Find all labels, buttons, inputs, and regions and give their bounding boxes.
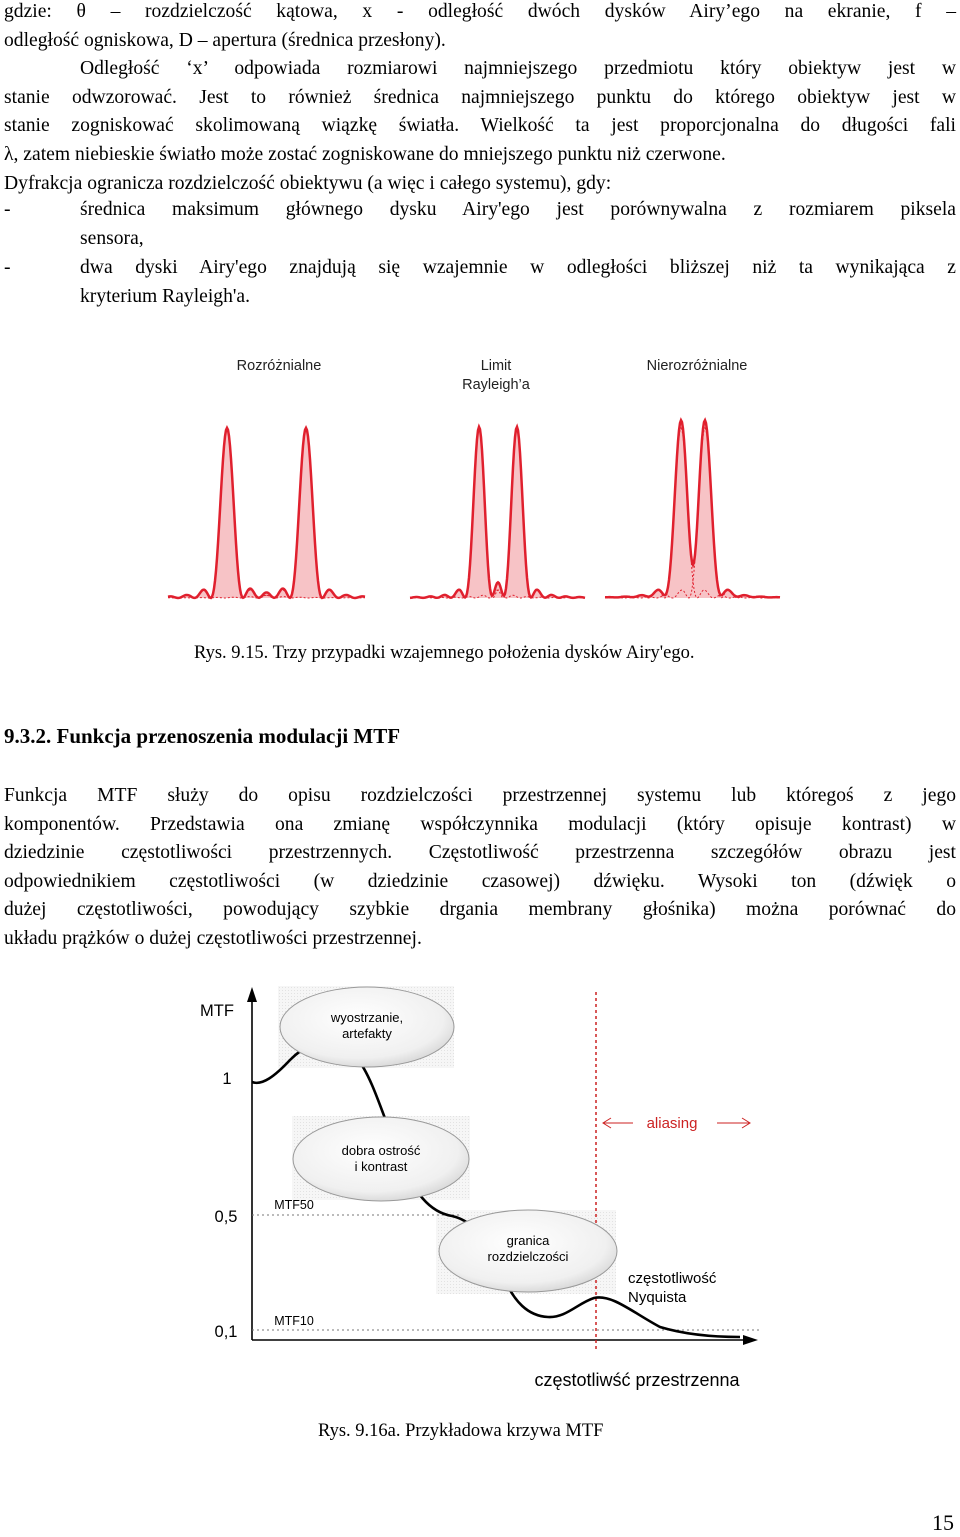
bubble-sharpness-line1: dobra ostrość xyxy=(341,1143,421,1158)
y-axis-arrow xyxy=(247,987,257,1002)
airy-curves xyxy=(168,420,780,598)
page-number: 15 xyxy=(932,1510,954,1535)
text-line: komponentów. Przedstawia ona zmianę współczynnika modulacji (który opisuje kontrast) w xyxy=(4,813,956,835)
label-limit: Limit xyxy=(480,358,512,374)
text-line: Dyfrakcja ogranicza rozdzielczość obiektywu (a więc i całego systemu), gdy: xyxy=(4,172,612,194)
mtf10-label: MTF10 xyxy=(274,1314,314,1328)
mtf-diagram xyxy=(180,975,780,1395)
mtf50-label: MTF50 xyxy=(274,1198,314,1212)
text-line: dziedzinie częstotliwości przestrzennych. Częstotliwość przestrzenna szczegółów obrazu jest xyxy=(4,842,956,864)
airy-resolvable-disk-2 xyxy=(168,428,365,598)
bubble-sharpening-line2: artefakty xyxy=(342,1026,392,1041)
x-axis-arrow xyxy=(743,1335,758,1345)
airy-rayleigh-limit-sum xyxy=(410,427,585,598)
bullet-dash: - xyxy=(4,199,11,220)
text-line: sensora, xyxy=(80,227,144,249)
bullet-item xyxy=(4,196,956,254)
nyquist-label-line2: Nyquista xyxy=(628,1289,687,1306)
text-line: dużej częstotliwości, powodujący szybkie drgania membrany głośnika) można porównać do xyxy=(4,899,956,921)
y-axis-label: MTF xyxy=(200,1002,234,1020)
y-tick-01: 0,1 xyxy=(214,1323,238,1341)
bullet-item xyxy=(4,254,956,312)
x-axis-label: częstotliwść przestrzenna xyxy=(534,1370,740,1390)
text-line: odpowiednikiem częstotliwości (w dziedzinie czasowej) dźwięku. Wysoki ton (dźwięk o xyxy=(4,870,956,892)
text-line: λ, zatem niebieskie światło może zostać zogniskowane do mniejszego punktu niż czerwone. xyxy=(4,143,726,165)
y-tick-1: 1 xyxy=(222,1070,232,1088)
text-line: Funkcja MTF służy do opisu rozdzielczości przestrzennej systemu lub któregoś z jego xyxy=(4,785,956,806)
figure-caption-1: Rys. 9.15. Trzy przypadki wzajemnego położenia dysków Airy'ego. xyxy=(194,643,695,663)
bubble-sharpness-line2: i kontrast xyxy=(354,1159,408,1174)
text-line: odległość ogniskowa, D – apertura (średnica przesłony). xyxy=(4,29,446,51)
bubble-resolution-line2: rozdzielczości xyxy=(487,1249,569,1264)
y-tick-05: 0,5 xyxy=(214,1208,238,1226)
airy-resolvable-disk-1 xyxy=(168,428,365,598)
nyquist-label-line1: częstotliwość xyxy=(628,1270,717,1287)
airy-resolvable-sum xyxy=(168,428,365,598)
text-line: Odległość ‘x’ odpowiada rozmiarowi najmniejszego przedmiotu który obiektyw jest w xyxy=(80,58,956,80)
aliasing-label: aliasing xyxy=(646,1115,698,1132)
text-line: gdzie: θ – rozdzielczość kątowa, x - odległość dwóch dysków Airy’ego na ekranie, f – xyxy=(4,1,956,22)
text-line: dwa dyski Airy'ego znajdują się wzajemnie w odległości bliższej niż ta wynikająca z xyxy=(80,257,956,278)
intro-paragraph xyxy=(4,0,956,198)
airy-rayleigh-limit-disk-2 xyxy=(410,428,585,598)
airy-unresolvable-disk-1 xyxy=(605,428,780,598)
section-heading: 9.3.2. Funkcja przenoszenia modulacji MTF xyxy=(4,724,401,748)
bullet-dash: - xyxy=(4,257,11,278)
text-line: stanie odwzorować. Jest to również średnica najmniejszego punktu do którego obiektyw jest w xyxy=(4,86,956,108)
airy-rayleigh-limit-area xyxy=(410,427,585,598)
airy-disks-figure xyxy=(160,340,800,615)
text-line: stanie zogniskować skolimowaną wiązkę światła. Wielkość ta jest proporcjonalna do długości fali xyxy=(4,115,956,137)
bubble-resolution-line1: granica xyxy=(506,1233,550,1248)
airy-rayleigh-limit-disk-1 xyxy=(410,428,585,598)
label-resolvable: Rozróżnialne xyxy=(236,358,322,374)
label-rayleigh: Rayleigh’a xyxy=(462,377,530,393)
text-line: kryterium Rayleigh'a. xyxy=(80,285,251,307)
mtf-paragraph xyxy=(4,782,956,954)
text-line: układu prążków o dużej częstotliwości przestrzennej. xyxy=(4,927,422,949)
figure-caption-2: Rys. 9.16a. Przykładowa krzywa MTF xyxy=(318,1421,604,1441)
bubble-sharpening-line1: wyostrzanie, xyxy=(330,1010,404,1025)
airy-resolvable-area xyxy=(168,428,365,598)
text-line: średnica maksimum głównego dysku Airy'ego jest porównywalna z rozmiarem piksela xyxy=(80,199,956,220)
label-unresolvable: Nierozróżnialne xyxy=(646,358,748,374)
